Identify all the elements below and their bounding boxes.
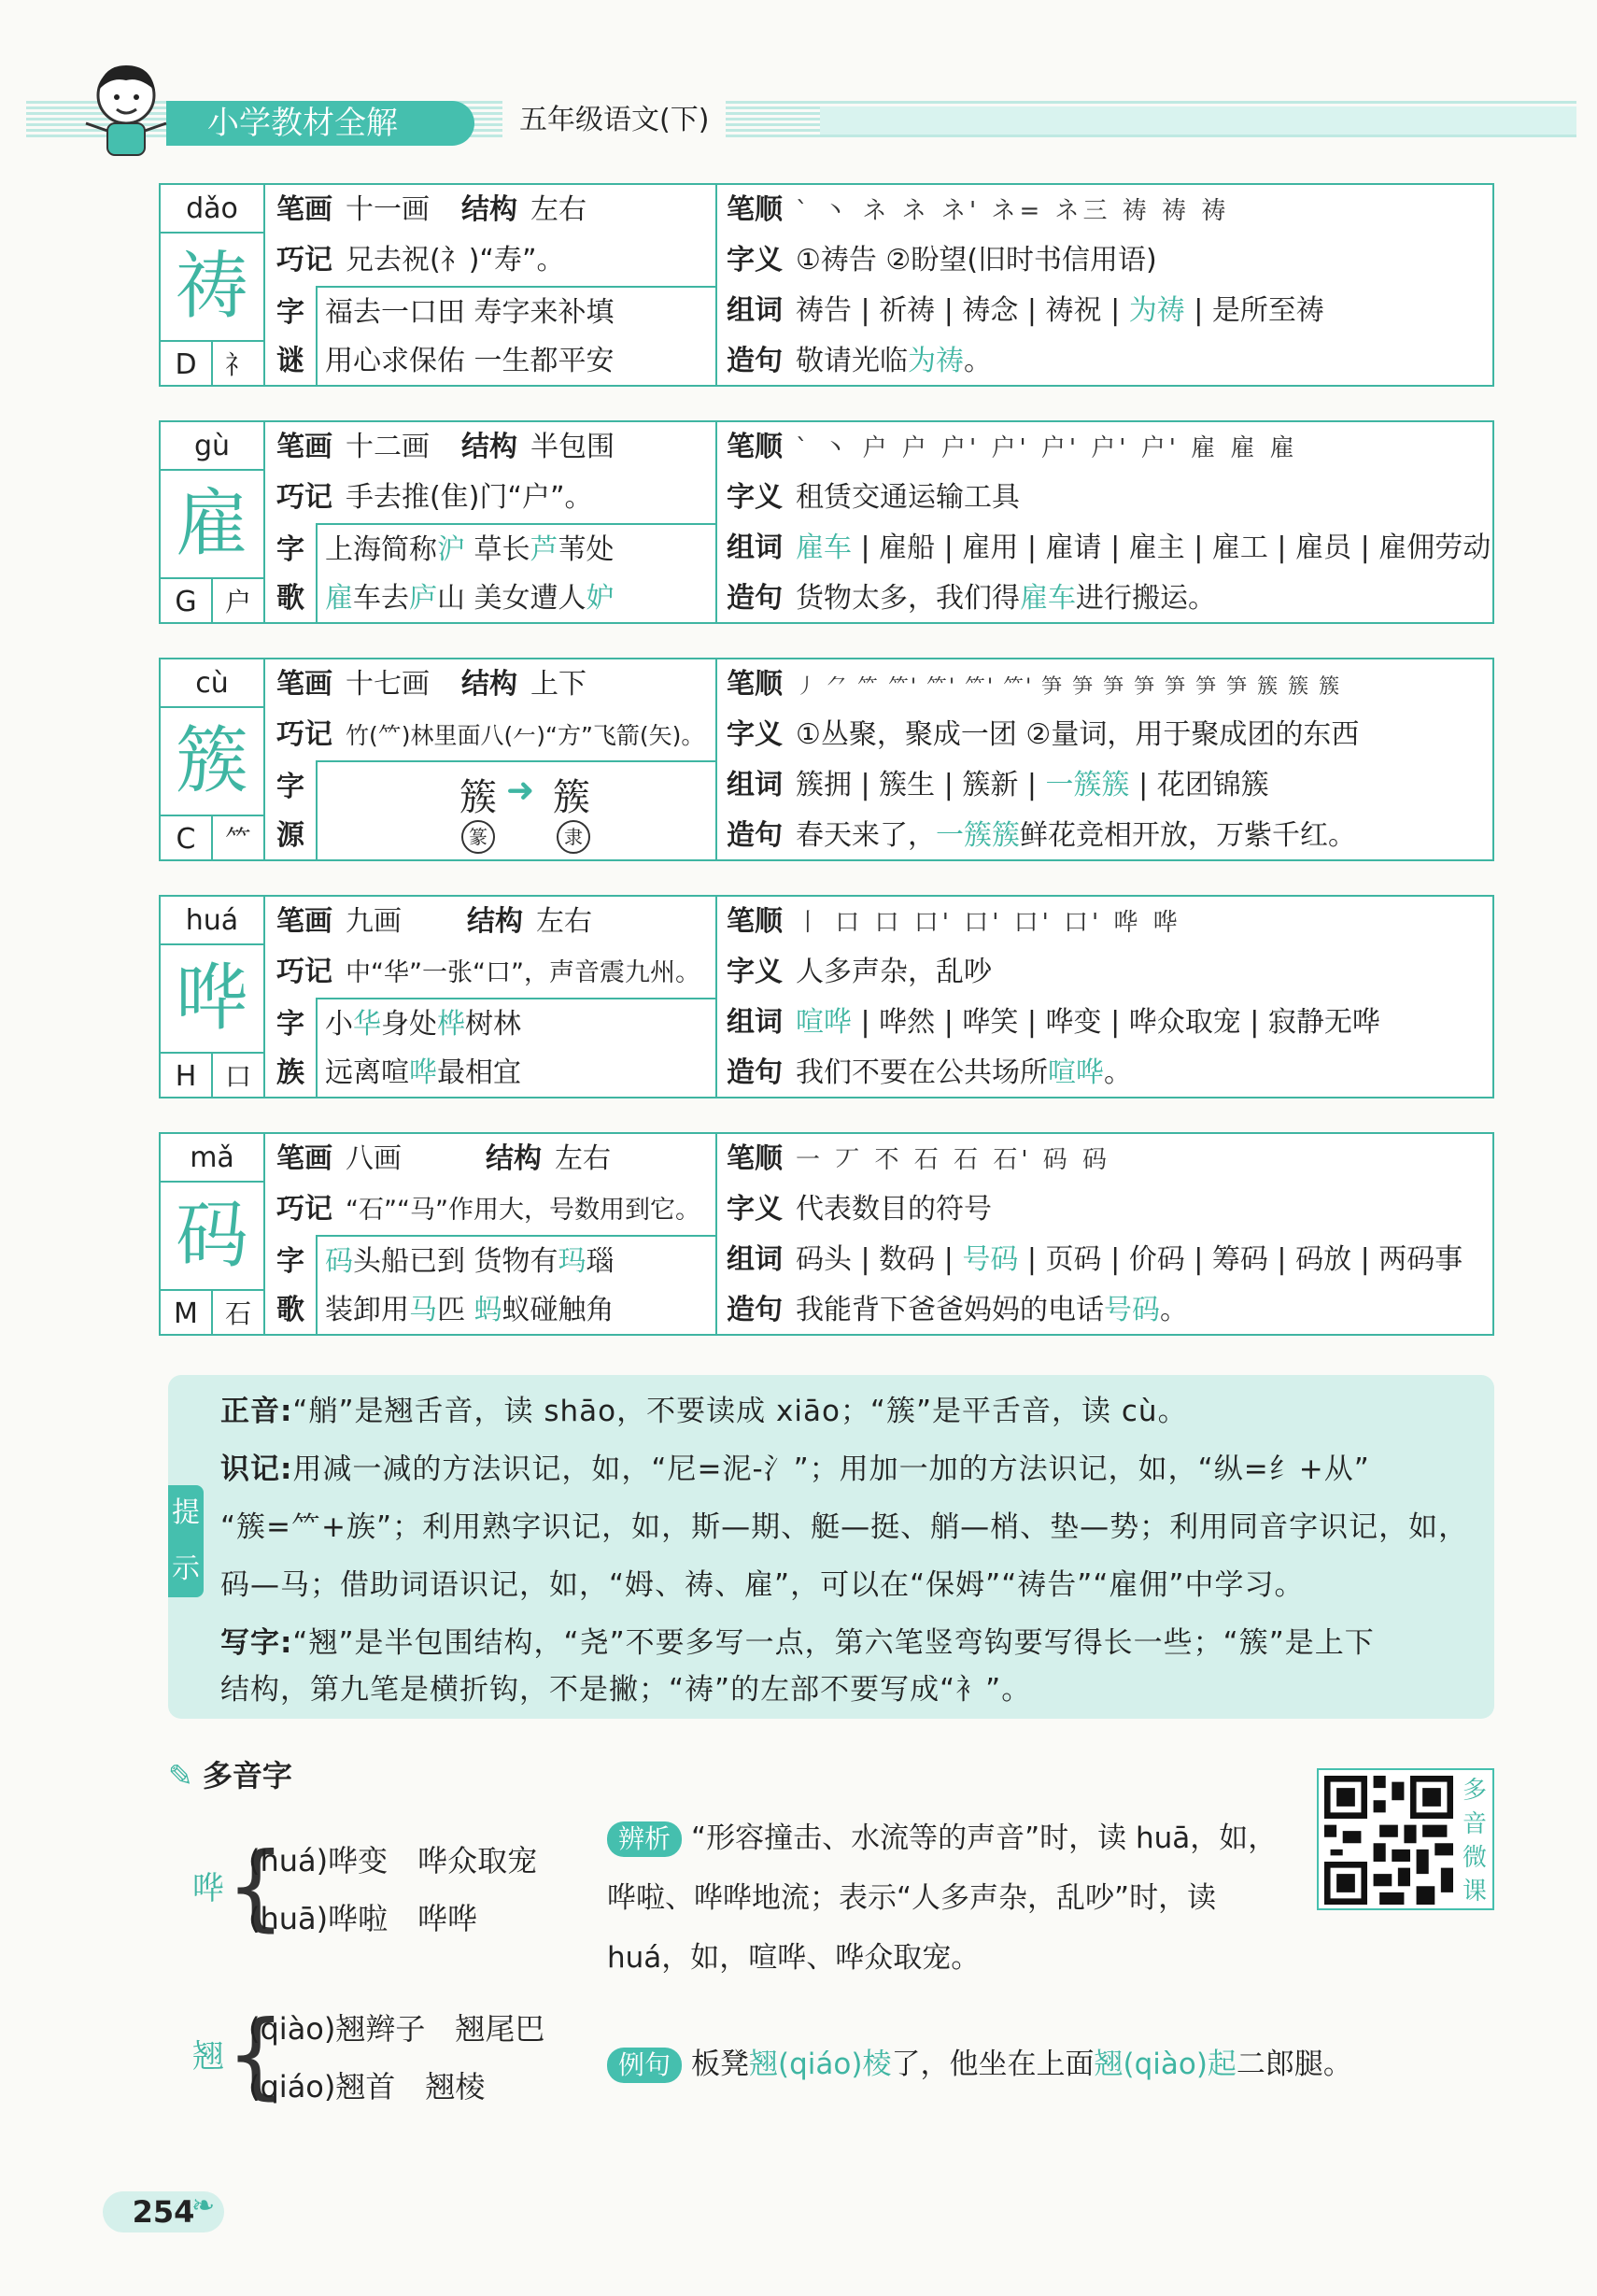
seal-script-char: 簇 — [459, 776, 497, 819]
tips-memory-1: 识记:用减一减的方法识记，如，“尼=泥-氵”；用加一加的方法识记，如，“纵=纟+从” — [220, 1453, 1370, 1486]
entry-stroke-order: 笔顺 一 丆 不 石 石 石' 码 码 — [727, 1142, 1111, 1175]
entry-strokes-structure: 笔画 十七画 结构 上下 — [276, 668, 587, 701]
analysis-badge: 辨析 — [607, 1821, 682, 1857]
entry-riddle-line-2: 用心求保佑 一生都平安 — [325, 345, 615, 377]
entry-tag-2: 族 — [276, 1056, 304, 1089]
entry-pinyin: huá — [161, 897, 265, 945]
qr-code-card[interactable] — [1317, 1768, 1494, 1910]
entry-meaning: 字义 人多声杂，乱吵 — [727, 956, 992, 988]
entry-family-line-1: 小华身处桦树林 — [325, 1008, 521, 1041]
tips-memory-2: “簇=⺮+族”；利用熟字识记，如，斯—期、艇—挺、艄—梢、垫—势；利用同音字识记，如， — [220, 1510, 1469, 1544]
entry-song-line-1: 码头船已到 货物有玛瑙 — [325, 1245, 615, 1278]
page-number: 254 — [103, 2191, 224, 2232]
entry-index-letter: H — [161, 1052, 213, 1098]
entry-mnemonic: 巧记 手去推(隹)门“户”。 — [276, 481, 593, 514]
entry-mnemonic: 巧记 竹(⺮)林里面八(𠂉)“方”飞箭(矢)。 — [276, 718, 705, 751]
boy-mascot-icon — [75, 58, 177, 161]
example-badge: 例句 — [607, 2048, 682, 2083]
polyphone-analysis: 辨析 “形容撞击、水流等的声音”时，读 huā，如，哗啦、哗哗地流；表示“人多声杂，乱吵”时，读 huá，如，喧哗、哗众取宠。 — [607, 1821, 1278, 1975]
entry-words: 组词 祷告 | 祈祷 | 祷念 | 祷祝 | 为祷 | 是所至祷 — [727, 294, 1324, 327]
entry-words: 组词 簇拥 | 簇生 | 簇新 | 一簇簇 | 花团锦簇 — [727, 769, 1269, 801]
entry-strokes-structure: 笔画 九画 结构 左右 — [276, 905, 592, 938]
polyphone-qiao: 翘 { (qiào)翘辫子 翘尾巴 (qiáo)翘首 翘棱 — [192, 2000, 545, 2109]
entry-mnemonic: 巧记 兄去祝(礻)“寿”。 — [276, 244, 565, 276]
entry-sentence: 造句 敬请光临为祷。 — [727, 345, 992, 377]
book-brand: 小学教材全解 — [166, 101, 474, 146]
entry-riddle-line-1: 福去一口田 寿字来补填 — [325, 296, 615, 329]
leaf-icon: ❧ — [191, 2190, 216, 2222]
char-entry-cu — [159, 658, 1494, 861]
char-entry-ma — [159, 1132, 1494, 1336]
entry-meaning: 字义 代表数目的符号 — [727, 1193, 992, 1226]
entry-stroke-order: 笔顺 丨 口 口 口' 口' 口' 口' 哗 哗 — [727, 905, 1181, 938]
entry-tag-1: 字 — [276, 1008, 304, 1041]
character-origin-illustration — [319, 762, 712, 859]
entry-mnemonic: 巧记 中“华”一张“口”，声音震九州。 — [276, 956, 700, 988]
polyphone-section-title: ✎ 多音字 — [168, 1758, 292, 1793]
entry-index-letter: M — [161, 1289, 213, 1336]
entry-character: 哗 — [161, 945, 265, 1052]
entry-song-line-2: 装卸用马匹 蚂蚁碰触角 — [325, 1294, 615, 1326]
entry-song-line-2: 雇车去庐山 美女遭人妒 — [325, 582, 615, 615]
tips-writing-1: 写字:“翘”是半包围结构，“尧”不要多写一点，第六笔竖弯钩要写得长一些；“簇”是上下 — [220, 1626, 1375, 1660]
tips-writing-2: 结构，第九笔是横折钩，不是撇；“祷”的左部不要写成“衤”。 — [220, 1673, 1032, 1707]
arrow-right-icon: ➜ — [506, 772, 535, 810]
entry-mnemonic: 巧记 “石”“马”作用大，号数用到它。 — [276, 1193, 700, 1226]
entry-tag-2: 谜 — [276, 345, 304, 377]
entry-sentence: 造句 货物太多，我们得雇车进行搬运。 — [727, 582, 1216, 615]
qr-label: 多音微课 — [1462, 1777, 1487, 1906]
entry-words: 组词 喧哗 | 哗然 | 哗笑 | 哗变 | 哗众取宠 | 寂静无哗 — [727, 1006, 1380, 1039]
entry-words: 组词 雇车 | 雇船 | 雇用 | 雇请 | 雇主 | 雇工 | 雇员 | 雇佣劳动 — [727, 531, 1491, 564]
entry-family-line-2: 远离喧哗最相宜 — [325, 1056, 521, 1089]
polyphone-hua: 哗 { (huá)哗变 哗众取宠 (huā)哗啦 哗哗 — [192, 1832, 538, 1941]
seal-label: 篆 — [461, 820, 495, 854]
entry-meaning: 字义 ①祷告 ②盼望(旧时书信用语) — [727, 244, 1157, 276]
entry-pinyin: dǎo — [161, 185, 265, 234]
entry-tag-1: 字 — [276, 533, 304, 566]
qr-code-icon[interactable] — [1324, 1776, 1453, 1905]
entry-index-letter: G — [161, 577, 213, 624]
entry-tag-2: 源 — [276, 819, 304, 852]
entry-sentence: 造句 我们不要在公共场所喧哗。 — [727, 1056, 1132, 1089]
clerical-label: 隶 — [557, 820, 590, 854]
entry-tag-1: 字 — [276, 1245, 304, 1278]
entry-character: 码 — [161, 1183, 265, 1289]
entry-pinyin: gù — [161, 422, 265, 471]
clerical-script-char: 簇 — [553, 776, 590, 819]
entry-character: 雇 — [161, 471, 265, 577]
brace-icon: { — [226, 1832, 286, 1941]
entry-radical: ⺮ — [213, 815, 265, 861]
header-band — [820, 106, 1576, 135]
page-header — [26, 93, 1576, 148]
entry-words: 组词 码头 | 数码 | 号码 | 页码 | 价码 | 筹码 | 码放 | 两码事 — [727, 1243, 1463, 1276]
char-entry-hua — [159, 895, 1494, 1098]
entry-radical: 礻 — [213, 340, 265, 387]
entry-strokes-structure: 笔画 八画 结构 左右 — [276, 1142, 611, 1175]
char-entry-dao — [159, 183, 1494, 387]
entry-sentence: 造句 我能背下爸爸妈妈的电话号码。 — [727, 1294, 1188, 1326]
entry-character: 祷 — [161, 234, 265, 340]
entry-radical: 口 — [213, 1052, 265, 1098]
entry-sentence: 造句 春天来了，一簇簇鲜花竞相开放，万紫千红。 — [727, 819, 1356, 852]
entry-song-line-1: 上海简称沪 草长芦苇处 — [325, 533, 615, 566]
entry-tag-2: 歌 — [276, 1294, 304, 1326]
entry-stroke-order: 笔顺 ` 丶 户 户 户' 户' 户' 户' 户' 雇 雇 雇 — [727, 431, 1298, 463]
entry-tag-2: 歌 — [276, 582, 304, 615]
entry-index-letter: D — [161, 340, 213, 387]
char-entry-gu — [159, 420, 1494, 624]
entry-character: 簇 — [161, 708, 265, 815]
entry-stroke-order: 笔顺 ` 丶 ネ ネ ネ' ネ= ネ三 祷 祷 祷 — [727, 193, 1230, 226]
entry-stroke-order: 笔顺 丿 ⺈ ⺮ ⺮' ⺮' ⺮' ⺮' 笋 笋 笋 笋 笋 笋 笋 簇 簇 簇 — [727, 668, 1342, 701]
book-subtitle: 五年级语文(下) — [502, 99, 726, 142]
tips-pronunciation: 正音:“艄”是翘舌音，读 shāo，不要读成 xiāo；“簇”是平舌音，读 cù。 — [220, 1395, 1188, 1428]
brace-icon: { — [226, 2000, 286, 2109]
tips-memory-3: 码—马；借助词语识记，如，“姆、祷、雇”，可以在“保姆”“祷告”“雇佣”中学习。 — [220, 1568, 1305, 1602]
entry-tag-1: 字 — [276, 771, 304, 803]
entry-pinyin: mǎ — [161, 1134, 265, 1183]
entry-tag-1: 字 — [276, 296, 304, 329]
tips-box — [168, 1375, 1494, 1719]
tips-side-label: 提示 — [168, 1485, 204, 1597]
entry-pinyin: cù — [161, 659, 265, 708]
entry-meaning: 字义 ①丛聚，聚成一团 ②量词，用于聚成团的东西 — [727, 718, 1360, 751]
pen-icon: ✎ — [168, 1758, 193, 1793]
entry-strokes-structure: 笔画 十二画 结构 半包围 — [276, 431, 615, 463]
entry-radical: 石 — [213, 1289, 265, 1336]
entry-meaning: 字义 租赁交通运输工具 — [727, 481, 1020, 514]
entry-index-letter: C — [161, 815, 213, 861]
entry-strokes-structure: 笔画 十一画 结构 左右 — [276, 193, 587, 226]
polyphone-example: 例句 板凳翘(qiáo)棱了，他坐在上面翘(qiào)起二郎腿。 — [607, 2038, 1352, 2090]
entry-radical: 户 — [213, 577, 265, 624]
